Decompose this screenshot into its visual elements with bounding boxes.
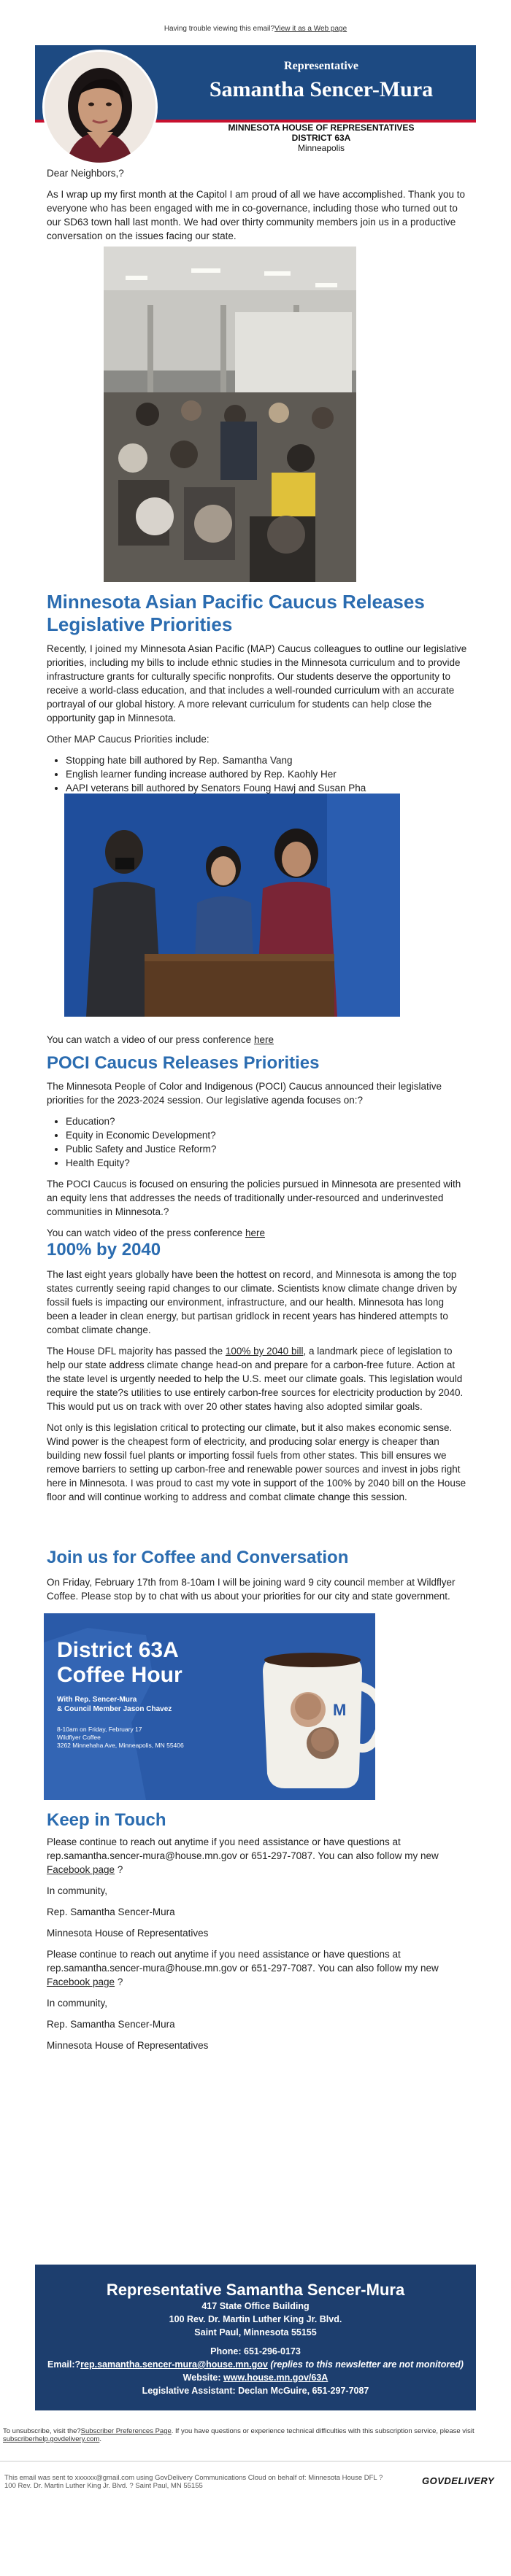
footer-email-link[interactable]: rep.samantha.sencer-mura@house.mn.gov [80,2359,268,2370]
list-item: • Public Safety and Justice Reform? [66,1142,467,1156]
signature: Rep. Samantha Sencer-Mura [47,2019,175,2030]
header-rep-label: Representative [284,60,358,72]
coffee-hour-flyer [44,1613,375,1800]
press-conference-photo [64,794,400,1017]
coffee-heading: Join us for Coffee and Conversation [47,1548,349,1567]
unsubscribe-text-b: . If you have questions or experience technical difficulties with this subscription service, please visit [171,2427,474,2435]
unsubscribe-text-c: . [99,2435,101,2443]
facebook-link[interactable]: Facebook page [47,1976,115,1987]
web-view-text: Having trouble viewing this email? [164,25,275,33]
clean-energy-heading: 100% by 2040 [47,1240,161,1260]
contact-text-a: Please continue to reach out anytime if you need assistance or have questions at rep.samantha.sencer-mura@house.mn.gov or 651-297-7087. You can also follow my new [47,1836,439,1861]
subscriber-help-link[interactable]: subscriberhelp.govdelivery.com [3,2435,100,2443]
signature-org: Minnesota House of Representatives [47,1928,209,1939]
flyer-time: 8-10am on Friday, February 17 [57,1726,142,1733]
map-section [47,642,467,795]
footer-address-2: 100 Rev. Dr. Martin Luther King Jr. Blvd. [169,2314,342,2324]
poci-agenda-list [47,1114,467,1170]
footer-address-3: Saint Paul, Minnesota 55155 [194,2327,317,2338]
facebook-link[interactable]: Facebook page [47,1864,115,1875]
coffee-paragraph: On Friday, February 17th from 8-10am I will be joining ward 9 city council member at Wildflyer Coffee. Please stop by to chat with us about your priorities for our city and state government. [47,1577,456,1602]
town-hall-photo [104,247,356,582]
clean-energy-paragraph-3: Not only is this legislation critical to protecting our climate, but it also makes economic sense. Wind power is the cheapest form of electricity, and producing solar energy is cheaper than building new fossil fuel plants or importing fossil fuels from other states. This bill ensures we remove barriers to setting up carbon-free and renewable power sources and invest in jobs right here in Minnesota. I was proud to cast my vote in support of the 100% by 2040 bill on the House floor and will continue working to address and combat climate change this session. [47,1422,466,1502]
map-video-link[interactable]: here [253,1034,274,1045]
footer-assistant: Legislative Assistant: Declan McGuire, 651-297-7087 [142,2386,369,2396]
contact-text-a: Please continue to reach out anytime if you need assistance or have questions at rep.samantha.sencer-mura@house.mn.gov or 651-297-7087. You can also follow my new [47,1949,439,1974]
poci-video-text: You can watch video of the press conference [47,1227,245,1238]
unsubscribe-text-a: To unsubscribe, visit the? [3,2427,81,2435]
footer-email-note: (replies to this newsletter are not monitored) [267,2359,464,2370]
flyer-place: Wildflyer Coffee [57,1734,101,1741]
contact-text-b: ? [115,1976,123,1987]
list-item: • Education? [66,1114,467,1128]
poci-video-link[interactable]: here [245,1227,265,1238]
flyer-details [57,1726,184,1750]
flyer-title-line-1: District 63A [57,1638,179,1662]
clean-energy-paragraph-2a: The House DFL majority has passed the [47,1346,226,1357]
closing: In community, [47,1885,108,1896]
poci-section [47,1079,467,1247]
signature-org: Minnesota House of Representatives [47,2040,209,2051]
greeting: Dear Neighbors,? [47,168,124,179]
mug-logo: M [333,1701,347,1719]
poci-heading: POCI Caucus Releases Priorities [47,1053,320,1073]
footer-email-label: Email:? [47,2359,81,2370]
header-rep-name: Samantha Sencer-Mura [209,77,434,101]
flyer-title [57,1638,182,1688]
flyer-host-line-1: With Rep. Sencer-Mura [57,1696,137,1704]
poci-equity-paragraph: The POCI Caucus is focused on ensuring the policies pursued in Minnesota are presented with an equity lens that addresses the needs of traditionally under-resourced and underinvested communities in Minnesota.? [47,1179,461,1217]
map-priorities-list [47,753,467,795]
map-video-line [47,1033,467,1054]
list-item: • Health Equity? [66,1156,467,1170]
footer-address-1: 417 State Office Building [201,2301,310,2311]
flyer-address: 3262 Minnehaha Ave, Minneapolis, MN 55406 [57,1742,184,1749]
map-video-text: You can watch a video of our press conference [47,1034,254,1045]
list-item: • AAPI veterans bill authored by Senators Foung Hawj and Susan Pha [66,781,467,795]
header-city: Minneapolis [297,143,345,153]
flyer-hosts [57,1695,172,1714]
footer-phone: Phone: 651-296-0173 [210,2346,301,2356]
intro-paragraph: As I wrap up my first month at the Capitol I am proud of all we have accomplished. Thank you to everyone who has been engaged with me in co-governance, including those who turned out to our SD63 town hall last month. We had over thirty community members join us in a productive conversation on the issues facing our state. [47,189,466,241]
flyer-host-line-2: & Council Member Jason Chavez [57,1705,172,1713]
footer-contact-block [35,2265,476,2410]
map-heading: Minnesota Asian Pacific Caucus Releases Legislative Priorities [47,591,425,635]
web-view-notice [0,25,511,33]
header-district: DISTRICT 63A [291,133,351,143]
header-org: MINNESOTA HOUSE OF REPRESENTATIVES [228,123,415,133]
list-item: • English learner funding increase authored by Rep. Kaohly Her [66,767,467,781]
poci-paragraph: The Minnesota People of Color and Indigenous (POCI) Caucus announced their legislative priorities for the 2023-2024 session. Our legislative agenda focuses on:? [47,1081,442,1106]
footer-email-line [35,2358,476,2371]
contact-text-b: ? [115,1864,123,1875]
signature: Rep. Samantha Sencer-Mura [47,1906,175,1917]
rep-portrait-image [45,52,155,163]
list-item: • Equity in Economic Development? [66,1128,467,1142]
footer-website-line [35,2371,476,2384]
footer-website-label: Website: [182,2373,224,2383]
footer-website-link[interactable]: www.house.mn.gov/63A [223,2373,328,2383]
clean-energy-paragraph-2b: , a landmark piece of legislation to help our state address climate change head-on and prepare for a carbon-free future. Action at the state level is urgently needed to help the U.S. meet our climate goals. This legislation would require the state?s utilities to use entirely carbon-free sources for electricity production by 2040. This would put us on track with over 20 other states having also adopted similar goals. [47,1346,464,1412]
govdelivery-logo: GOVDELIVERY [422,2475,495,2486]
clean-energy-section [47,1268,467,1511]
clean-energy-paragraph-1: The last eight years globally have been the hottest on record, and Minnesota is among the top states currently seeing rapid changes to our climate. Scientists know climate change driven by fossil fuels is impacting our environment, infrastructure, and our health. Minnesota has long been a leader in clean energy, but partisan gridlock in recent years has hindered attempts to combat climate change. [47,1269,458,1335]
unsubscribe-notice [0,2427,511,2443]
footer-title: Representative Samantha Sencer-Mura [106,2281,405,2299]
map-priorities-intro: Other MAP Caucus Priorities include: [47,734,210,745]
map-paragraph: Recently, I joined my Minnesota Asian Pacific (MAP) Caucus colleagues to outline our legislative priorities, including my bills to include ethnic studies in the Minnesota curriculum and to provide infrastructure grants for culturally specific nonprofits. Our students deserve the opportunity to receive a world-class education, and that includes a well-rounded curriculum with an accurate portrayal of our global history. A more relevant curriculum for students can help close the opportunity gap in Minnesota. [47,643,467,723]
coffee-section [47,1575,467,1610]
closing: In community, [47,1998,108,2009]
bill-link[interactable]: 100% by 2040 bill [225,1346,304,1357]
keep-in-touch-section [47,1835,467,2060]
list-item: • Stopping hate bill authored by Rep. Samantha Vang [66,753,467,767]
intro-section [47,166,467,250]
subscriber-preferences-link[interactable]: Subscriber Preferences Page [80,2427,172,2435]
keep-in-touch-heading: Keep in Touch [47,1810,166,1830]
flyer-title-line-2: Coffee Hour [57,1663,182,1687]
web-view-link[interactable]: View it as a Web page [274,25,347,33]
sent-to-notice: This email was sent to xxxxxx@gmail.com using GovDelivery Communications Cloud on behalf of: Minnesota House DFL ? 100 Rev. Dr. Martin Luther King Jr. Blvd. ? Saint Paul, MN 55155 [4,2474,383,2490]
rep-portrait [42,50,158,165]
